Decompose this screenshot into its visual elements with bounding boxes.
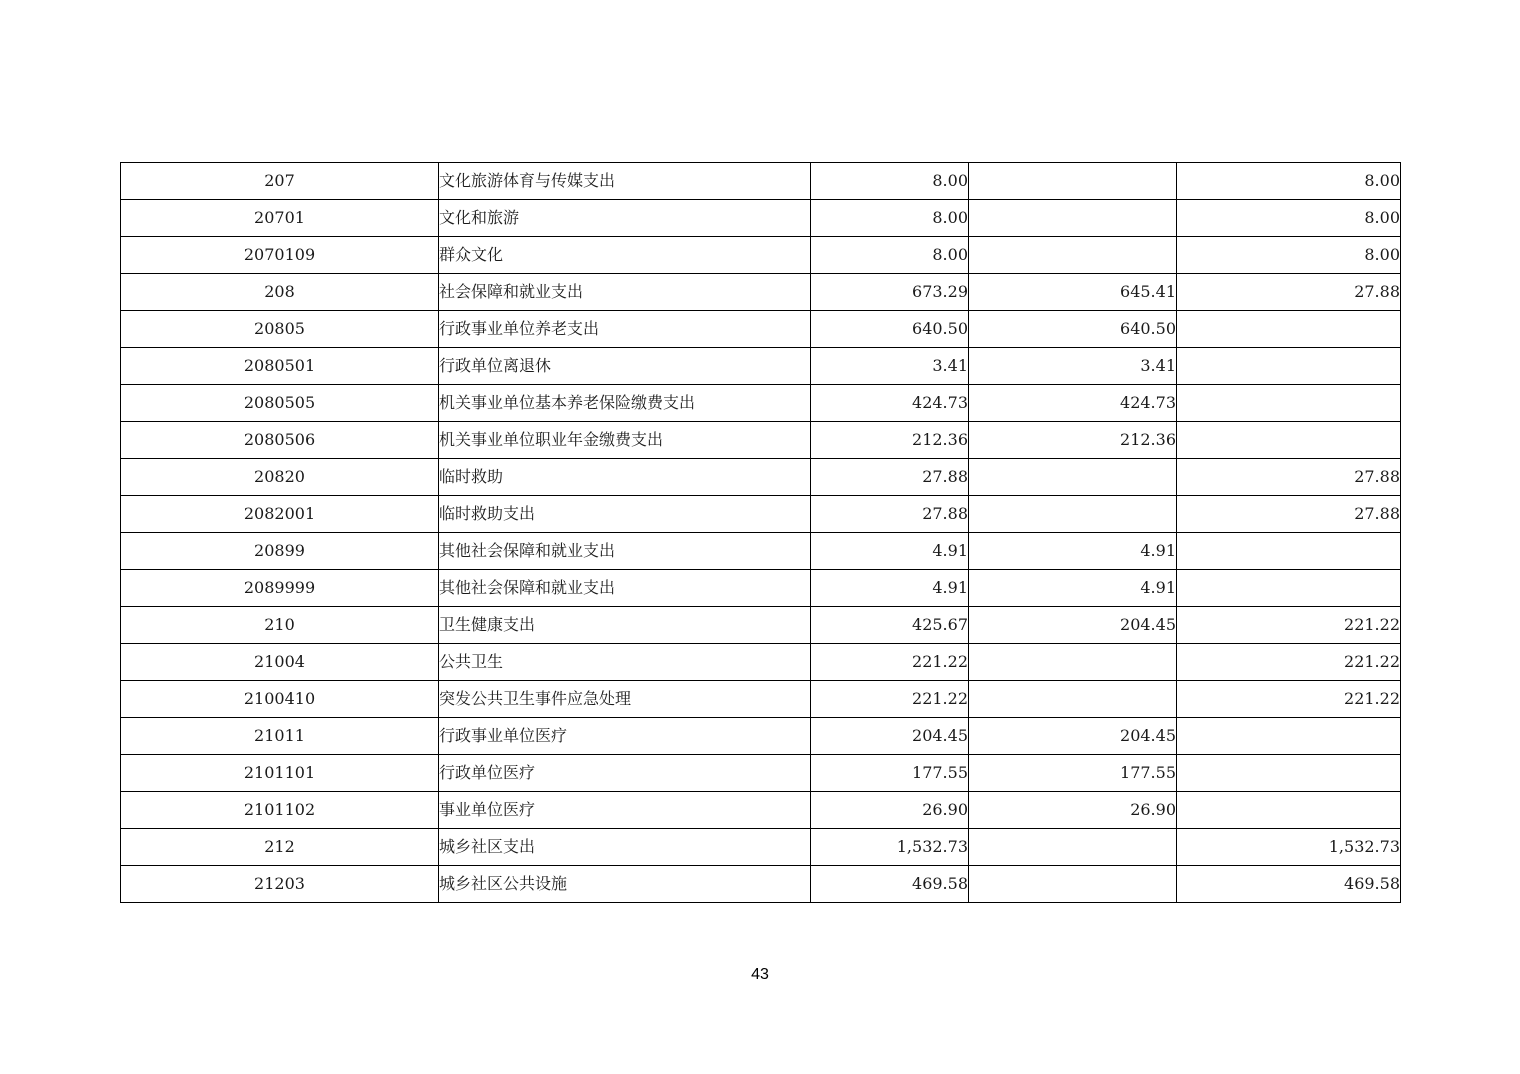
item-name-cell: 行政单位医疗 bbox=[439, 755, 811, 792]
project-expenditure-cell: 27.88 bbox=[1177, 274, 1401, 311]
table-row bbox=[121, 311, 1401, 348]
basic-expenditure-cell: 424.73 bbox=[969, 385, 1177, 422]
total-amount-cell: 27.88 bbox=[811, 459, 969, 496]
item-name-cell: 行政事业单位养老支出 bbox=[439, 311, 811, 348]
table-row bbox=[121, 163, 1401, 200]
item-code-cell: 2070109 bbox=[121, 237, 439, 274]
basic-expenditure-cell: 640.50 bbox=[969, 311, 1177, 348]
total-amount-cell: 26.90 bbox=[811, 792, 969, 829]
table-row bbox=[121, 200, 1401, 237]
total-amount-cell: 204.45 bbox=[811, 718, 969, 755]
table-row bbox=[121, 385, 1401, 422]
project-expenditure-cell: 8.00 bbox=[1177, 163, 1401, 200]
item-name-cell: 临时救助 bbox=[439, 459, 811, 496]
basic-expenditure-cell bbox=[969, 237, 1177, 274]
table-row bbox=[121, 755, 1401, 792]
item-name-cell: 临时救助支出 bbox=[439, 496, 811, 533]
table-row bbox=[121, 570, 1401, 607]
item-code-cell: 2100410 bbox=[121, 681, 439, 718]
table-row bbox=[121, 237, 1401, 274]
table-row bbox=[121, 644, 1401, 681]
item-name-cell: 卫生健康支出 bbox=[439, 607, 811, 644]
basic-expenditure-cell bbox=[969, 163, 1177, 200]
item-code-cell: 21203 bbox=[121, 866, 439, 903]
table-row bbox=[121, 459, 1401, 496]
table-row bbox=[121, 533, 1401, 570]
item-code-cell: 21011 bbox=[121, 718, 439, 755]
item-name-cell: 城乡社区支出 bbox=[439, 829, 811, 866]
total-amount-cell: 425.67 bbox=[811, 607, 969, 644]
table-row bbox=[121, 607, 1401, 644]
item-code-cell: 207 bbox=[121, 163, 439, 200]
basic-expenditure-cell bbox=[969, 459, 1177, 496]
total-amount-cell: 8.00 bbox=[811, 237, 969, 274]
item-code-cell: 2101101 bbox=[121, 755, 439, 792]
basic-expenditure-cell bbox=[969, 496, 1177, 533]
item-name-cell: 行政单位离退休 bbox=[439, 348, 811, 385]
table-row bbox=[121, 348, 1401, 385]
project-expenditure-cell bbox=[1177, 755, 1401, 792]
project-expenditure-cell: 221.22 bbox=[1177, 607, 1401, 644]
total-amount-cell: 3.41 bbox=[811, 348, 969, 385]
basic-expenditure-cell bbox=[969, 644, 1177, 681]
project-expenditure-cell: 221.22 bbox=[1177, 681, 1401, 718]
project-expenditure-cell: 8.00 bbox=[1177, 200, 1401, 237]
item-code-cell: 2089999 bbox=[121, 570, 439, 607]
project-expenditure-cell: 8.00 bbox=[1177, 237, 1401, 274]
item-name-cell: 文化和旅游 bbox=[439, 200, 811, 237]
table-row bbox=[121, 718, 1401, 755]
project-expenditure-cell: 469.58 bbox=[1177, 866, 1401, 903]
total-amount-cell: 8.00 bbox=[811, 163, 969, 200]
basic-expenditure-cell bbox=[969, 681, 1177, 718]
project-expenditure-cell bbox=[1177, 385, 1401, 422]
item-code-cell: 21004 bbox=[121, 644, 439, 681]
item-name-cell: 机关事业单位基本养老保险缴费支出 bbox=[439, 385, 811, 422]
table-row bbox=[121, 866, 1401, 903]
item-name-cell: 公共卫生 bbox=[439, 644, 811, 681]
total-amount-cell: 27.88 bbox=[811, 496, 969, 533]
basic-expenditure-cell: 204.45 bbox=[969, 607, 1177, 644]
table-body bbox=[121, 163, 1401, 903]
item-code-cell: 208 bbox=[121, 274, 439, 311]
item-name-cell: 行政事业单位医疗 bbox=[439, 718, 811, 755]
item-name-cell: 机关事业单位职业年金缴费支出 bbox=[439, 422, 811, 459]
table-row bbox=[121, 829, 1401, 866]
item-name-cell: 其他社会保障和就业支出 bbox=[439, 570, 811, 607]
item-code-cell: 2080501 bbox=[121, 348, 439, 385]
item-name-cell: 文化旅游体育与传媒支出 bbox=[439, 163, 811, 200]
item-name-cell: 社会保障和就业支出 bbox=[439, 274, 811, 311]
item-code-cell: 20820 bbox=[121, 459, 439, 496]
basic-expenditure-cell bbox=[969, 866, 1177, 903]
project-expenditure-cell: 1,532.73 bbox=[1177, 829, 1401, 866]
item-name-cell: 群众文化 bbox=[439, 237, 811, 274]
basic-expenditure-cell bbox=[969, 200, 1177, 237]
item-code-cell: 212 bbox=[121, 829, 439, 866]
item-name-cell: 其他社会保障和就业支出 bbox=[439, 533, 811, 570]
total-amount-cell: 1,532.73 bbox=[811, 829, 969, 866]
item-code-cell: 210 bbox=[121, 607, 439, 644]
project-expenditure-cell bbox=[1177, 792, 1401, 829]
project-expenditure-cell: 221.22 bbox=[1177, 644, 1401, 681]
basic-expenditure-cell: 212.36 bbox=[969, 422, 1177, 459]
item-name-cell: 城乡社区公共设施 bbox=[439, 866, 811, 903]
item-code-cell: 2082001 bbox=[121, 496, 439, 533]
table-row bbox=[121, 274, 1401, 311]
project-expenditure-cell: 27.88 bbox=[1177, 459, 1401, 496]
item-code-cell: 20899 bbox=[121, 533, 439, 570]
table-row bbox=[121, 496, 1401, 533]
table-row bbox=[121, 681, 1401, 718]
total-amount-cell: 424.73 bbox=[811, 385, 969, 422]
total-amount-cell: 469.58 bbox=[811, 866, 969, 903]
basic-expenditure-cell: 26.90 bbox=[969, 792, 1177, 829]
item-code-cell: 20701 bbox=[121, 200, 439, 237]
item-code-cell: 2080506 bbox=[121, 422, 439, 459]
project-expenditure-cell bbox=[1177, 348, 1401, 385]
total-amount-cell: 4.91 bbox=[811, 570, 969, 607]
item-code-cell: 20805 bbox=[121, 311, 439, 348]
total-amount-cell: 212.36 bbox=[811, 422, 969, 459]
total-amount-cell: 8.00 bbox=[811, 200, 969, 237]
basic-expenditure-cell bbox=[969, 829, 1177, 866]
project-expenditure-cell bbox=[1177, 570, 1401, 607]
basic-expenditure-cell: 4.91 bbox=[969, 570, 1177, 607]
project-expenditure-cell bbox=[1177, 718, 1401, 755]
item-code-cell: 2101102 bbox=[121, 792, 439, 829]
project-expenditure-cell bbox=[1177, 533, 1401, 570]
total-amount-cell: 673.29 bbox=[811, 274, 969, 311]
basic-expenditure-cell: 204.45 bbox=[969, 718, 1177, 755]
table-row bbox=[121, 422, 1401, 459]
total-amount-cell: 640.50 bbox=[811, 311, 969, 348]
project-expenditure-cell: 27.88 bbox=[1177, 496, 1401, 533]
basic-expenditure-cell: 645.41 bbox=[969, 274, 1177, 311]
item-name-cell: 事业单位医疗 bbox=[439, 792, 811, 829]
item-code-cell: 2080505 bbox=[121, 385, 439, 422]
table-row bbox=[121, 792, 1401, 829]
page-number: 43 bbox=[751, 966, 769, 983]
total-amount-cell: 221.22 bbox=[811, 681, 969, 718]
budget-table bbox=[120, 162, 1401, 903]
total-amount-cell: 177.55 bbox=[811, 755, 969, 792]
basic-expenditure-cell: 177.55 bbox=[969, 755, 1177, 792]
project-expenditure-cell bbox=[1177, 311, 1401, 348]
total-amount-cell: 221.22 bbox=[811, 644, 969, 681]
total-amount-cell: 4.91 bbox=[811, 533, 969, 570]
basic-expenditure-cell: 4.91 bbox=[969, 533, 1177, 570]
basic-expenditure-cell: 3.41 bbox=[969, 348, 1177, 385]
project-expenditure-cell bbox=[1177, 422, 1401, 459]
item-name-cell: 突发公共卫生事件应急处理 bbox=[439, 681, 811, 718]
